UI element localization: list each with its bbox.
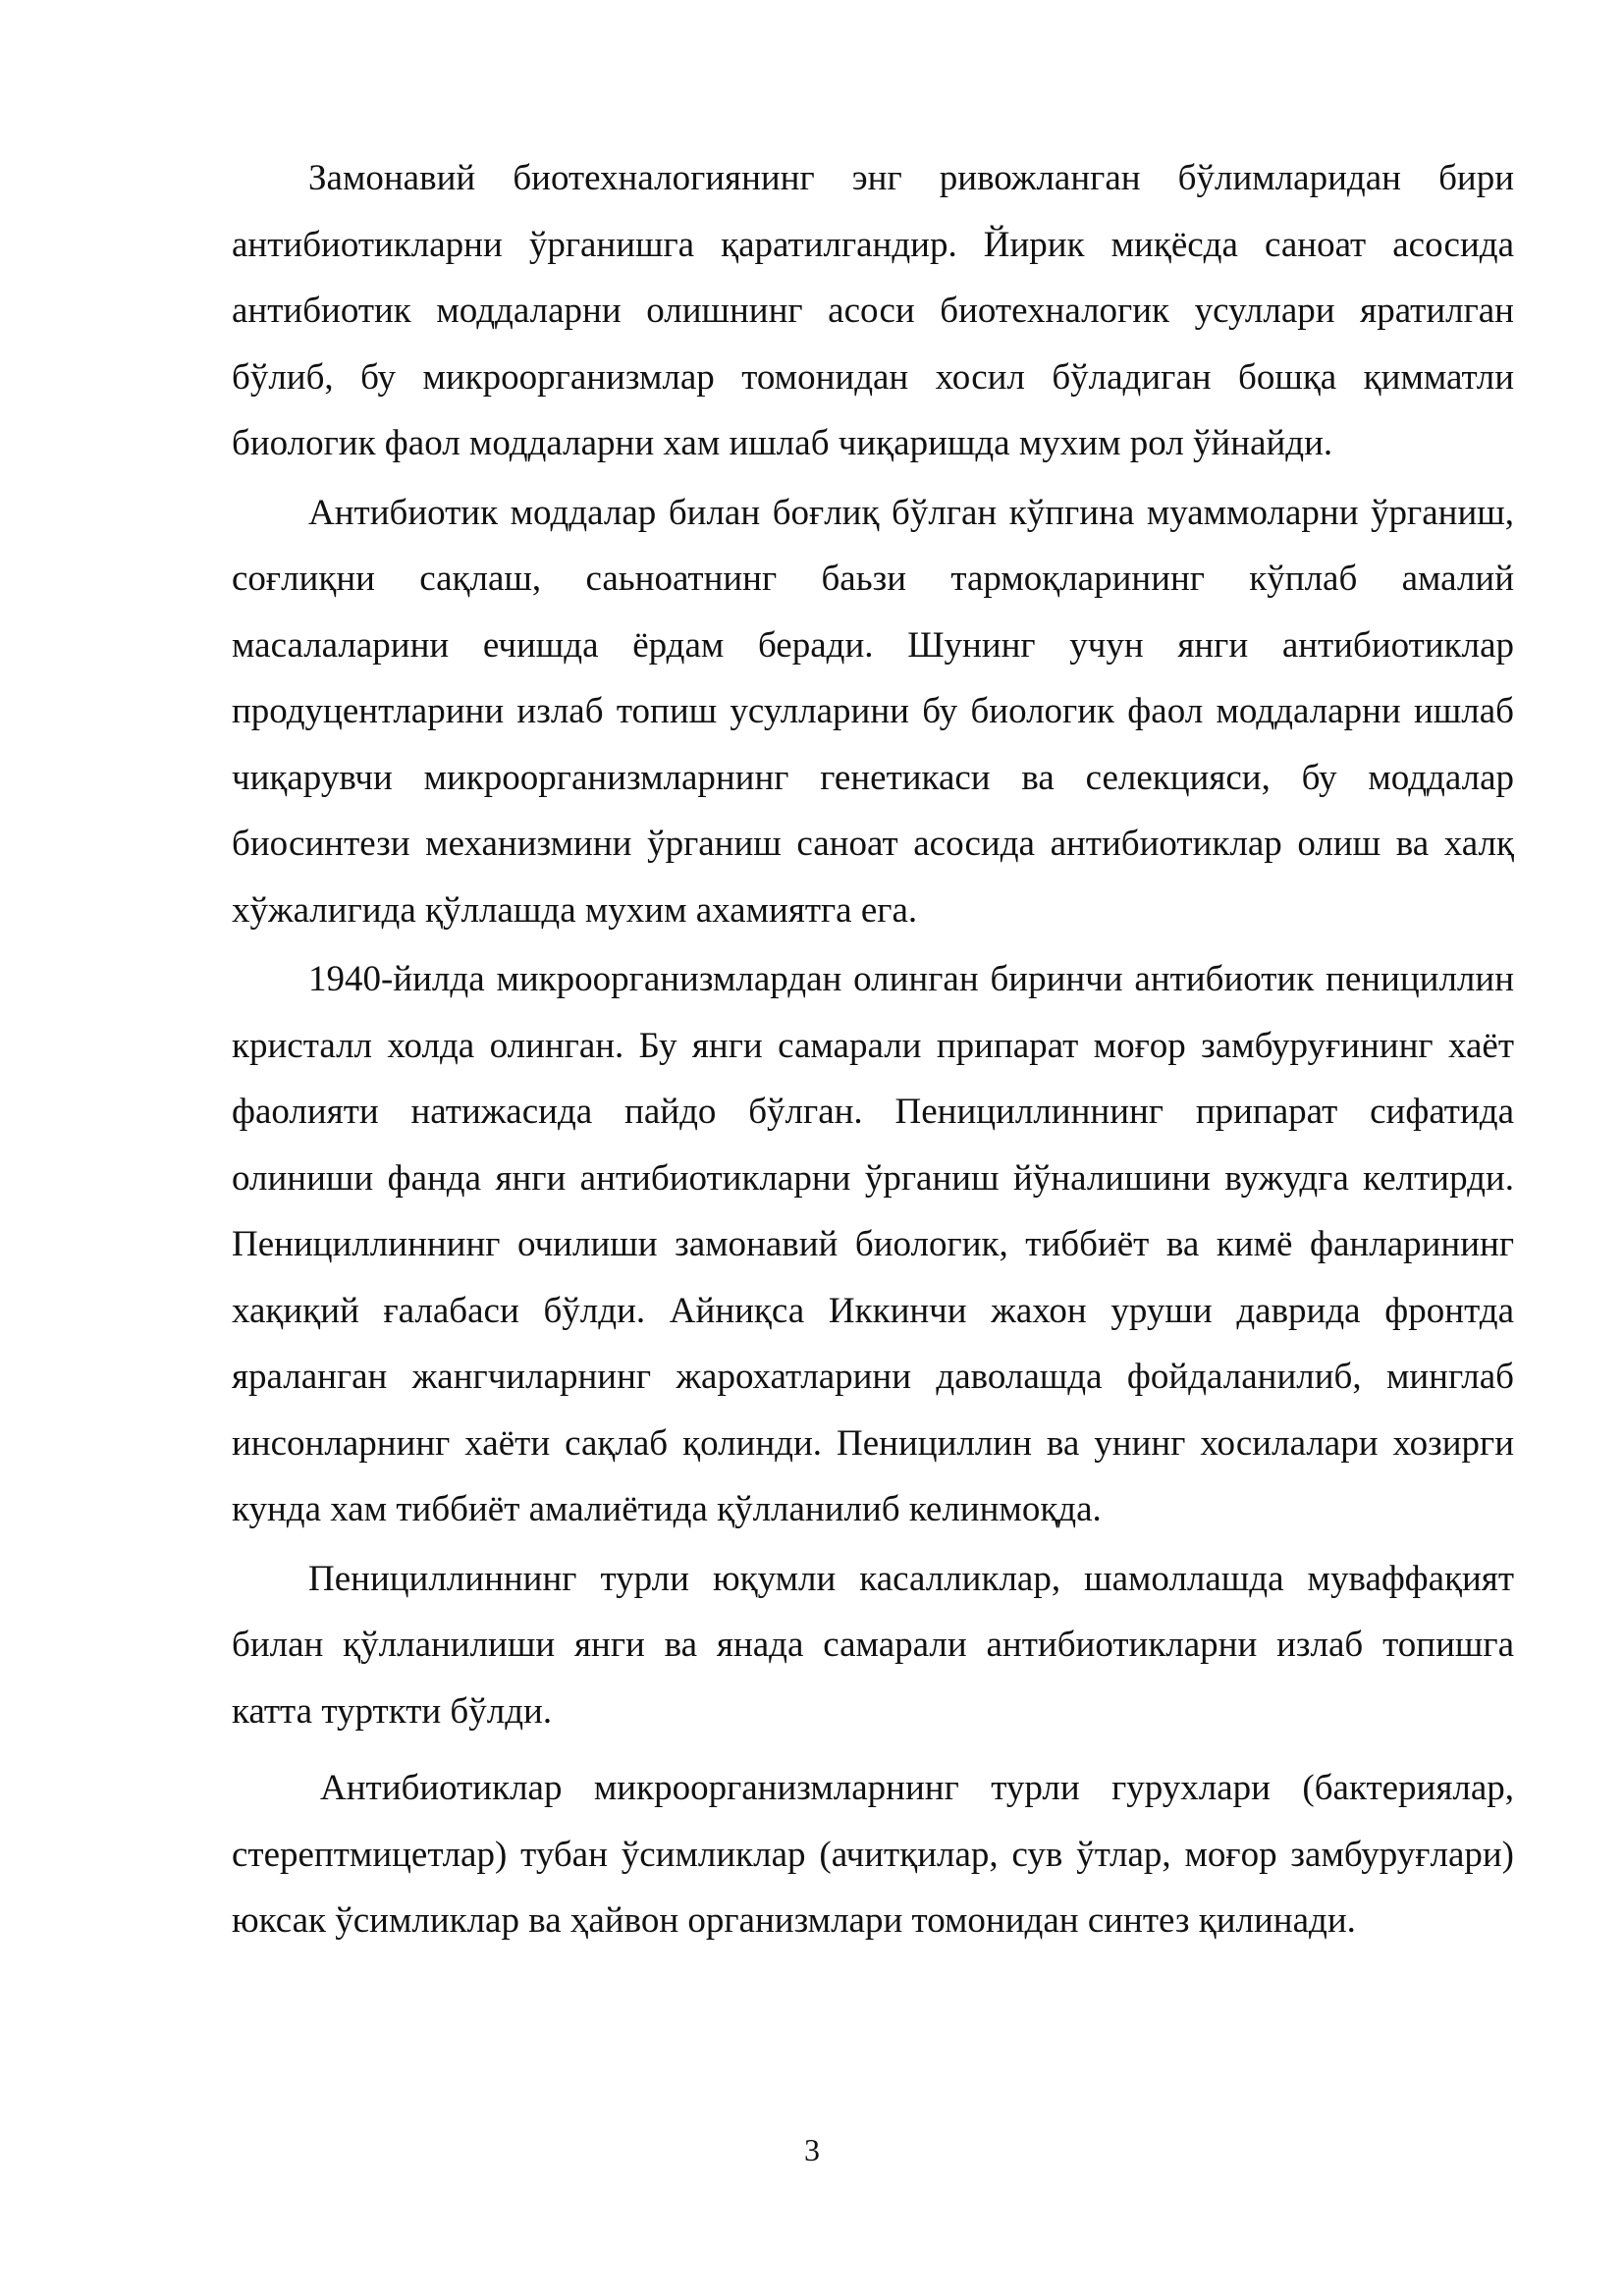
paragraph-3: 1940-йилда микроорганизмлардан олинган биринчи антибиотик пенициллин кристалл холда олинган. Бу янги самарали припарат моғор замбуруғининг хаёт фаолияти натижасида пайдо бўлган. Пенициллиннинг припарат сифатида олиниши фанда янги антибиотикларни ўрганиш йўналишини вужудга келтирди. Пенициллиннинг очилиши замонавий биологик, тиббиёт ва кимё фанларининг хақиқий ғалабаси бўлди. Айниқса Иккинчи жахон уруши даврида фронтда яраланган жангчиларнинг жарохатларини даволашда фойдаланилиб, минглаб инсонларнинг хаёти сақлаб қолинди. Пенициллин ва унинг хосилалари хозирги кунда хам тиббиёт амалиётида қўлланилиб келинмоқда. bbox=[232, 959, 1514, 1529]
paragraph-4: Пенициллиннинг турли юқумли касалликлар, шамоллашда муваффақият билан қўлланилиши янги ва янада самарали антибиотикларни излаб топишга катта турткти бўлди. bbox=[232, 1558, 1514, 1732]
paragraph-2: Антибиотик моддалар билан боғлиқ бўлган кўпгина муаммоларни ўрганиш, соғлиқни сақлаш, саьноатнинг баьзи тармоқларининг кўплаб амалий масалаларини ечишда ёрдам беради. Шунинг учун янги антибиотиклар продуцентларини излаб топиш усулларини бу биологик фаол моддаларни ишлаб чиқарувчи микроорганизмларнинг генетикаси ва селекцияси, бу моддалар биосинтези механизмини ўрганиш саноат асосида антибиотиклар олиш ва халқ хўжалигида қўллашда мухим ахамиятга ега. bbox=[232, 492, 1514, 931]
page-number: 3 bbox=[804, 2132, 820, 2167]
paragraph-5: Антибиотиклар микроорганизмларнинг турли гурухлари (бактериялар, стерептмицетлар) тубан ўсимликлар (ачитқилар, сув ўтлар, моғор замбуруғлари) юксак ўсимликлар ва ҳайвон организмлари томонидан синтез қилинади. bbox=[232, 1768, 1514, 1941]
paragraph-1: Замонавий биотехналогиянинг энг ривожланган бўлимларидан бири антибиотикларни ўрганишга қаратилгандир. Йирик миқёсда саноат асосида антибиотик моддаларни олишнинг асоси биотехналогик усуллари яратилган бўлиб, бу микроорганизмлар томонидан хосил бўладиган бошқа қимматли биологик фаол моддаларни хам ишлаб чиқаришда мухим рол ўйнайди. bbox=[232, 158, 1514, 463]
document-body bbox=[232, 145, 1514, 1954]
